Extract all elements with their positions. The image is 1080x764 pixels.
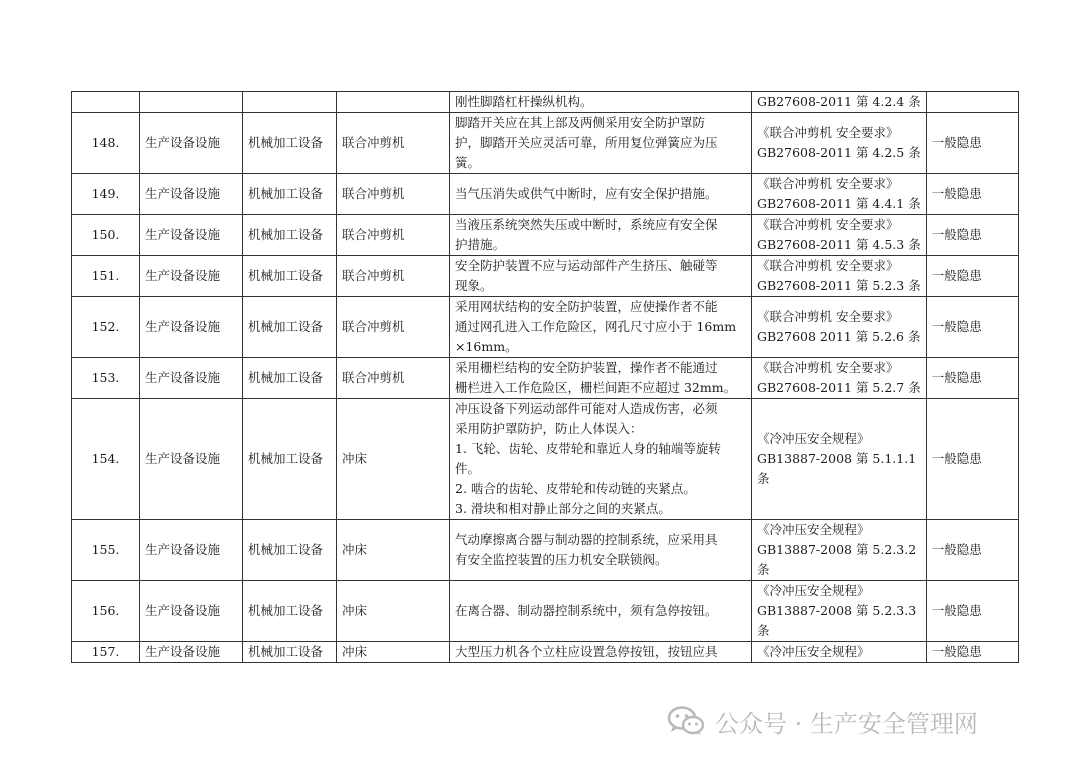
- requirement-line: 有安全监控装置的压力机安全联锁阀。: [455, 552, 668, 567]
- basis-line: 《冷冲压安全规程》: [757, 583, 870, 598]
- row-number: 152.: [72, 297, 140, 358]
- basis-cell: [752, 520, 927, 581]
- subcategory-cell: 机械加工设备: [243, 256, 337, 297]
- subcategory-cell: 机械加工设备: [243, 358, 337, 399]
- requirement-line: 采用栅栏结构的安全防护装置，操作者不能通过: [455, 360, 718, 375]
- table-row: [72, 399, 1019, 520]
- requirement-cell: [450, 113, 752, 174]
- requirement-cell: [450, 297, 752, 358]
- hazard-level-cell: 一般隐患: [926, 399, 1018, 520]
- basis-cell: [752, 215, 927, 256]
- requirement-line: 气动摩擦离合器与制动器的控制系统，应采用具: [455, 532, 718, 547]
- requirement-line: 现象。: [455, 278, 493, 293]
- basis-line: 《联合冲剪机 安全要求》: [757, 217, 899, 232]
- table-row: [72, 297, 1019, 358]
- requirement-cell: [450, 92, 752, 113]
- basis-line: GB27608-2011 第 4.2.4 条: [757, 94, 921, 109]
- basis-cell: [752, 92, 927, 113]
- hazard-level-cell: 一般隐患: [926, 215, 1018, 256]
- basis-line: GB13887-2008 第 5.2.3.2: [757, 542, 917, 557]
- row-number: [72, 92, 140, 113]
- table-row: [72, 256, 1019, 297]
- category-cell: 生产设备设施: [140, 215, 243, 256]
- hazard-table: [71, 91, 1019, 663]
- requirement-line: 安全防护装置不应与运动部件产生挤压、触碰等: [455, 258, 718, 273]
- requirement-line: 冲压设备下列运动部件可能对人造成伤害，必须: [455, 401, 718, 416]
- device-cell: 联合冲剪机: [337, 297, 450, 358]
- basis-line: GB13887-2008 第 5.2.3.3: [757, 603, 917, 618]
- subcategory-cell: 机械加工设备: [243, 215, 337, 256]
- table-row: [72, 92, 1019, 113]
- basis-cell: [752, 642, 927, 663]
- category-cell: 生产设备设施: [140, 520, 243, 581]
- requirement-cell: [450, 215, 752, 256]
- basis-line: GB27608-2011 第 4.5.3 条: [757, 237, 921, 252]
- row-number: 153.: [72, 358, 140, 399]
- basis-cell: [752, 113, 927, 174]
- category-cell: 生产设备设施: [140, 358, 243, 399]
- basis-line: 《冷冲压安全规程》: [757, 644, 870, 659]
- category-cell: 生产设备设施: [140, 297, 243, 358]
- requirement-line: 当气压消失或供气中断时，应有安全保护措施。: [455, 186, 718, 201]
- basis-line: 《联合冲剪机 安全要求》: [757, 176, 899, 191]
- device-cell: 联合冲剪机: [337, 256, 450, 297]
- subcategory-cell: [243, 92, 337, 113]
- category-cell: [140, 92, 243, 113]
- wechat-icon: [667, 706, 705, 736]
- basis-line: 条: [757, 562, 770, 577]
- category-cell: 生产设备设施: [140, 174, 243, 215]
- subcategory-cell: 机械加工设备: [243, 174, 337, 215]
- requirement-line: ×16mm。: [455, 339, 518, 354]
- basis-line: GB27608-2011 第 4.2.5 条: [757, 145, 921, 160]
- basis-cell: [752, 358, 927, 399]
- requirement-line: 1. 飞轮、齿轮、皮带轮和靠近人身的轴端等旋转: [455, 441, 721, 456]
- hazard-level-cell: [926, 92, 1018, 113]
- requirement-cell: [450, 581, 752, 642]
- category-cell: 生产设备设施: [140, 256, 243, 297]
- requirement-line: 护措施。: [455, 237, 506, 252]
- requirement-line: 采用网状结构的安全防护装置，应使操作者不能: [455, 299, 718, 314]
- basis-line: GB13887-2008 第 5.1.1.1: [757, 451, 917, 466]
- category-cell: 生产设备设施: [140, 642, 243, 663]
- requirement-line: 3. 滑块和相对静止部分之间的夹紧点。: [455, 501, 671, 516]
- requirement-line: 采用防护罩防护，防止人体误入：: [455, 421, 643, 436]
- hazard-level-cell: 一般隐患: [926, 642, 1018, 663]
- basis-line: 《联合冲剪机 安全要求》: [757, 258, 899, 273]
- subcategory-cell: 机械加工设备: [243, 581, 337, 642]
- requirement-cell: [450, 174, 752, 215]
- subcategory-cell: 机械加工设备: [243, 399, 337, 520]
- requirement-cell: [450, 358, 752, 399]
- row-number: 150.: [72, 215, 140, 256]
- hazard-level-cell: 一般隐患: [926, 256, 1018, 297]
- device-cell: 冲床: [337, 642, 450, 663]
- requirement-cell: [450, 399, 752, 520]
- table-row: [72, 358, 1019, 399]
- requirement-line: 大型压力机各个立柱应设置急停按钮，按钮应具: [455, 644, 718, 659]
- hazard-level-cell: 一般隐患: [926, 174, 1018, 215]
- hazard-level-cell: 一般隐患: [926, 113, 1018, 174]
- basis-cell: [752, 256, 927, 297]
- requirement-line: 栅栏进入工作危险区，栅栏间距不应超过 32mm。: [455, 380, 737, 395]
- basis-cell: [752, 581, 927, 642]
- basis-line: 《联合冲剪机 安全要求》: [757, 125, 899, 140]
- requirement-line: 2. 啮合的齿轮、皮带轮和传动链的夹紧点。: [455, 481, 696, 496]
- device-cell: 冲床: [337, 581, 450, 642]
- subcategory-cell: 机械加工设备: [243, 297, 337, 358]
- hazard-level-cell: 一般隐患: [926, 358, 1018, 399]
- row-number: 154.: [72, 399, 140, 520]
- requirement-line: 在离合器、制动器控制系统中，须有急停按钮。: [455, 603, 718, 618]
- row-number: 151.: [72, 256, 140, 297]
- requirement-line: 通过网孔进入工作危险区，网孔尺寸应小于 16mm: [455, 319, 737, 334]
- category-cell: 生产设备设施: [140, 581, 243, 642]
- row-number: 148.: [72, 113, 140, 174]
- requirement-line: 当液压系统突然失压或中断时，系统应有安全保: [455, 217, 718, 232]
- basis-line: GB27608 2011 第 5.2.6 条: [757, 329, 921, 344]
- category-cell: 生产设备设施: [140, 399, 243, 520]
- row-number: 156.: [72, 581, 140, 642]
- requirement-line: 脚踏开关应在其上部及两侧采用安全防护罩防: [455, 115, 706, 130]
- table-row: [72, 113, 1019, 174]
- requirement-line: 护，脚踏开关应灵活可靠，所用复位弹簧应为压: [455, 135, 718, 150]
- basis-line: 《联合冲剪机 安全要求》: [757, 360, 899, 375]
- row-number: 149.: [72, 174, 140, 215]
- table-row: [72, 215, 1019, 256]
- device-cell: 联合冲剪机: [337, 358, 450, 399]
- requirement-line: 件。: [455, 461, 481, 476]
- watermark-text: 公众号 · 生产安全管理网: [715, 709, 978, 738]
- basis-cell: [752, 399, 927, 520]
- subcategory-cell: 机械加工设备: [243, 520, 337, 581]
- requirement-cell: [450, 520, 752, 581]
- table-row: [72, 174, 1019, 215]
- device-cell: 冲床: [337, 520, 450, 581]
- basis-line: 《联合冲剪机 安全要求》: [757, 309, 899, 324]
- basis-line: 《冷冲压安全规程》: [757, 431, 870, 446]
- requirement-line: 刚性脚踏杠杆操纵机构。: [455, 94, 593, 109]
- watermark: [667, 704, 978, 738]
- device-cell: 冲床: [337, 399, 450, 520]
- row-number: 155.: [72, 520, 140, 581]
- requirement-cell: [450, 642, 752, 663]
- table-row: [72, 520, 1019, 581]
- basis-line: 《冷冲压安全规程》: [757, 522, 870, 537]
- basis-line: 条: [757, 471, 770, 486]
- device-cell: 联合冲剪机: [337, 113, 450, 174]
- hazard-level-cell: 一般隐患: [926, 520, 1018, 581]
- category-cell: 生产设备设施: [140, 113, 243, 174]
- basis-cell: [752, 174, 927, 215]
- requirement-line: 簧。: [455, 155, 481, 170]
- subcategory-cell: 机械加工设备: [243, 642, 337, 663]
- basis-line: GB27608-2011 第 5.2.7 条: [757, 380, 921, 395]
- table-row: [72, 581, 1019, 642]
- basis-cell: [752, 297, 927, 358]
- requirement-cell: [450, 256, 752, 297]
- row-number: 157.: [72, 642, 140, 663]
- hazard-level-cell: 一般隐患: [926, 297, 1018, 358]
- subcategory-cell: 机械加工设备: [243, 113, 337, 174]
- basis-line: 条: [757, 623, 770, 638]
- basis-line: GB27608-2011 第 4.4.1 条: [757, 196, 921, 211]
- table-row: [72, 642, 1019, 663]
- device-cell: 联合冲剪机: [337, 174, 450, 215]
- hazard-level-cell: 一般隐患: [926, 581, 1018, 642]
- device-cell: [337, 92, 450, 113]
- device-cell: 联合冲剪机: [337, 215, 450, 256]
- basis-line: GB27608-2011 第 5.2.3 条: [757, 278, 921, 293]
